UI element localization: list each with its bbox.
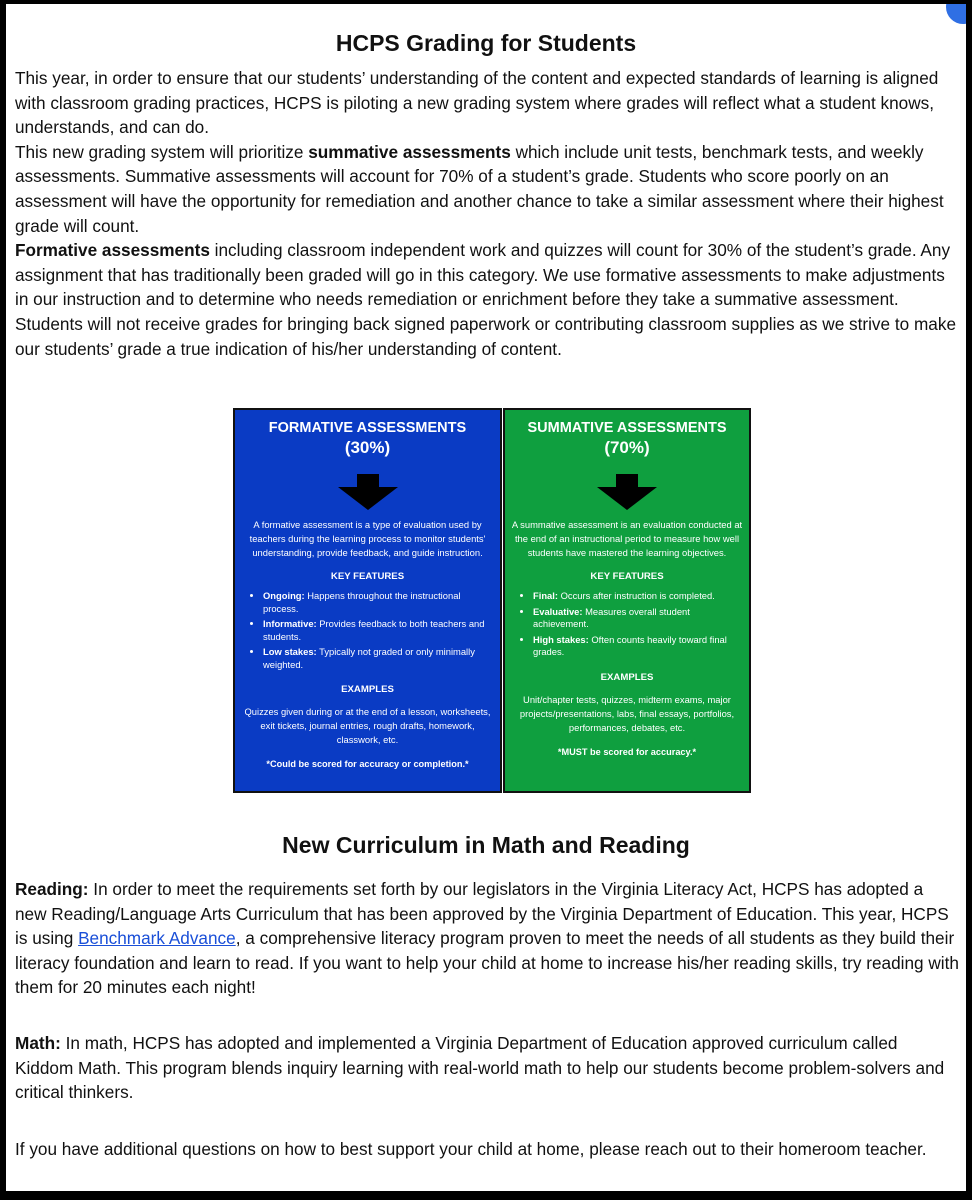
curriculum-title: New Curriculum in Math and Reading xyxy=(282,832,690,858)
formative-note: *Could be scored for accuracy or completion.* xyxy=(266,759,469,769)
intro-section xyxy=(15,66,959,361)
reading-paragraph: Reading: In order to meet the requirements set forth by our legislators in the Virginia Literacy Act, HCPS has adopted a new Reading/Language Arts Curriculum that has been approved by the Virginia Department of Education. This year, HCPS is using Benchmark Advance, a comprehensive literacy program proven to meet the needs of all students as they build their literacy foundation and learn to read. If you want to help your child at home to increase his/her reading skills, try reading with them for 20 minutes each night! xyxy=(15,879,959,998)
list-item: • Final: Occurs after instruction is completed. xyxy=(533,590,743,603)
summative-percent: (70%) xyxy=(604,438,650,457)
closing-section xyxy=(15,1137,959,1162)
summative-key-features-label: KEY FEATURES xyxy=(590,571,664,582)
formative-percent: (30%) xyxy=(344,438,391,457)
down-arrow-icon xyxy=(597,474,657,510)
intro-paragraph-2: This new grading system will prioritize summative assessments which include unit tests, benchmark tests, and weekly assessments. Summative assessments will account for 70% of a student’s grade. Students who score poorly on an assessment will have the opportunity for remediation and another chance to take a similar assessment where their highest grade will count. xyxy=(15,141,944,236)
benchmark-advance-link[interactable]: Benchmark Advance xyxy=(78,928,236,949)
intro-paragraph-3: Formative assessments including classroom independent work and quizzes will count for 30% of the student’s grade. Any assignment that has traditionally been graded will go in this category. We use formative assessments to make adjustments in our instruction and to determine who needs remediation or enrichment before they take a summative assessment. xyxy=(15,240,951,310)
intro-paragraph-1: This year, in order to ensure that our students’ understanding of the content and expected standards of learning is aligned with classroom grading practices, HCPS is piloting a new grading system where grades will reflect what a student knows, understands, and can do. xyxy=(15,68,939,138)
closing-paragraph: If you have additional questions on how to best support your child at home, please reach out to their homeroom teacher. xyxy=(15,1139,927,1159)
math-paragraph: Math: In math, HCPS has adopted and implemented a Virginia Department of Education approved curriculum called Kiddom Math. This program blends inquiry learning with real-world math to help our students become problem-solvers and critical thinkers. xyxy=(15,1033,945,1103)
page-title: HCPS Grading for Students xyxy=(335,30,637,56)
summative-assessments-panel xyxy=(503,408,751,793)
summative-heading: SUMMATIVE ASSESSMENTS xyxy=(527,420,727,436)
list-item: • Informative: Provides feedback to both teachers and students. xyxy=(263,618,494,643)
document-page xyxy=(6,4,966,1191)
summative-description: A summative assessment is an evaluation conducted at the end of an instructional period to measure how well students have mastered the learning objectives. xyxy=(511,519,743,558)
intro-paragraph-4: Students will not receive grades for bringing back signed paperwork or contributing classroom supplies as we strive to make our students’ grade a true indication of his/her understanding of content. xyxy=(15,313,956,359)
formative-key-features-label: KEY FEATURES xyxy=(330,571,405,582)
formative-assessments-panel xyxy=(233,408,502,793)
floating-action-dot[interactable] xyxy=(946,4,966,24)
summative-examples-label: EXAMPLES xyxy=(600,671,654,683)
down-arrow-icon xyxy=(338,474,398,510)
reading-section xyxy=(15,877,959,1000)
list-item: • Low stakes: Typically not graded or only minimally weighted. xyxy=(263,646,494,671)
formative-body xyxy=(241,518,494,771)
summative-examples: Unit/chapter tests, quizzes, midterm exams, major projects/presentations, labs, final essays, portfolios, performances, debates, etc. xyxy=(519,693,735,733)
math-section xyxy=(15,1031,959,1105)
list-item: • High stakes: Often counts heavily toward final grades. xyxy=(533,634,743,659)
summative-note: *MUST be scored for accuracy.* xyxy=(557,746,697,757)
list-item: • Ongoing: Happens throughout the instructional process. xyxy=(263,590,494,615)
formative-features-list xyxy=(241,590,494,671)
summative-body xyxy=(511,518,743,759)
summative-features-list xyxy=(511,590,743,659)
formative-examples: Quizzes given during or at the end of a lesson, worksheets, exit tickets, journal entries, rough drafts, homework, classwork, etc. xyxy=(244,706,491,745)
formative-heading: FORMATIVE ASSESSMENTS xyxy=(268,420,467,436)
list-item: • Evaluative: Measures overall student achievement. xyxy=(533,606,743,631)
formative-examples-label: EXAMPLES xyxy=(341,684,394,695)
formative-description: A formative assessment is a type of evaluation used by teachers during the learning process to monitor students' understanding, provide feedback, and guide instruction. xyxy=(249,519,486,558)
